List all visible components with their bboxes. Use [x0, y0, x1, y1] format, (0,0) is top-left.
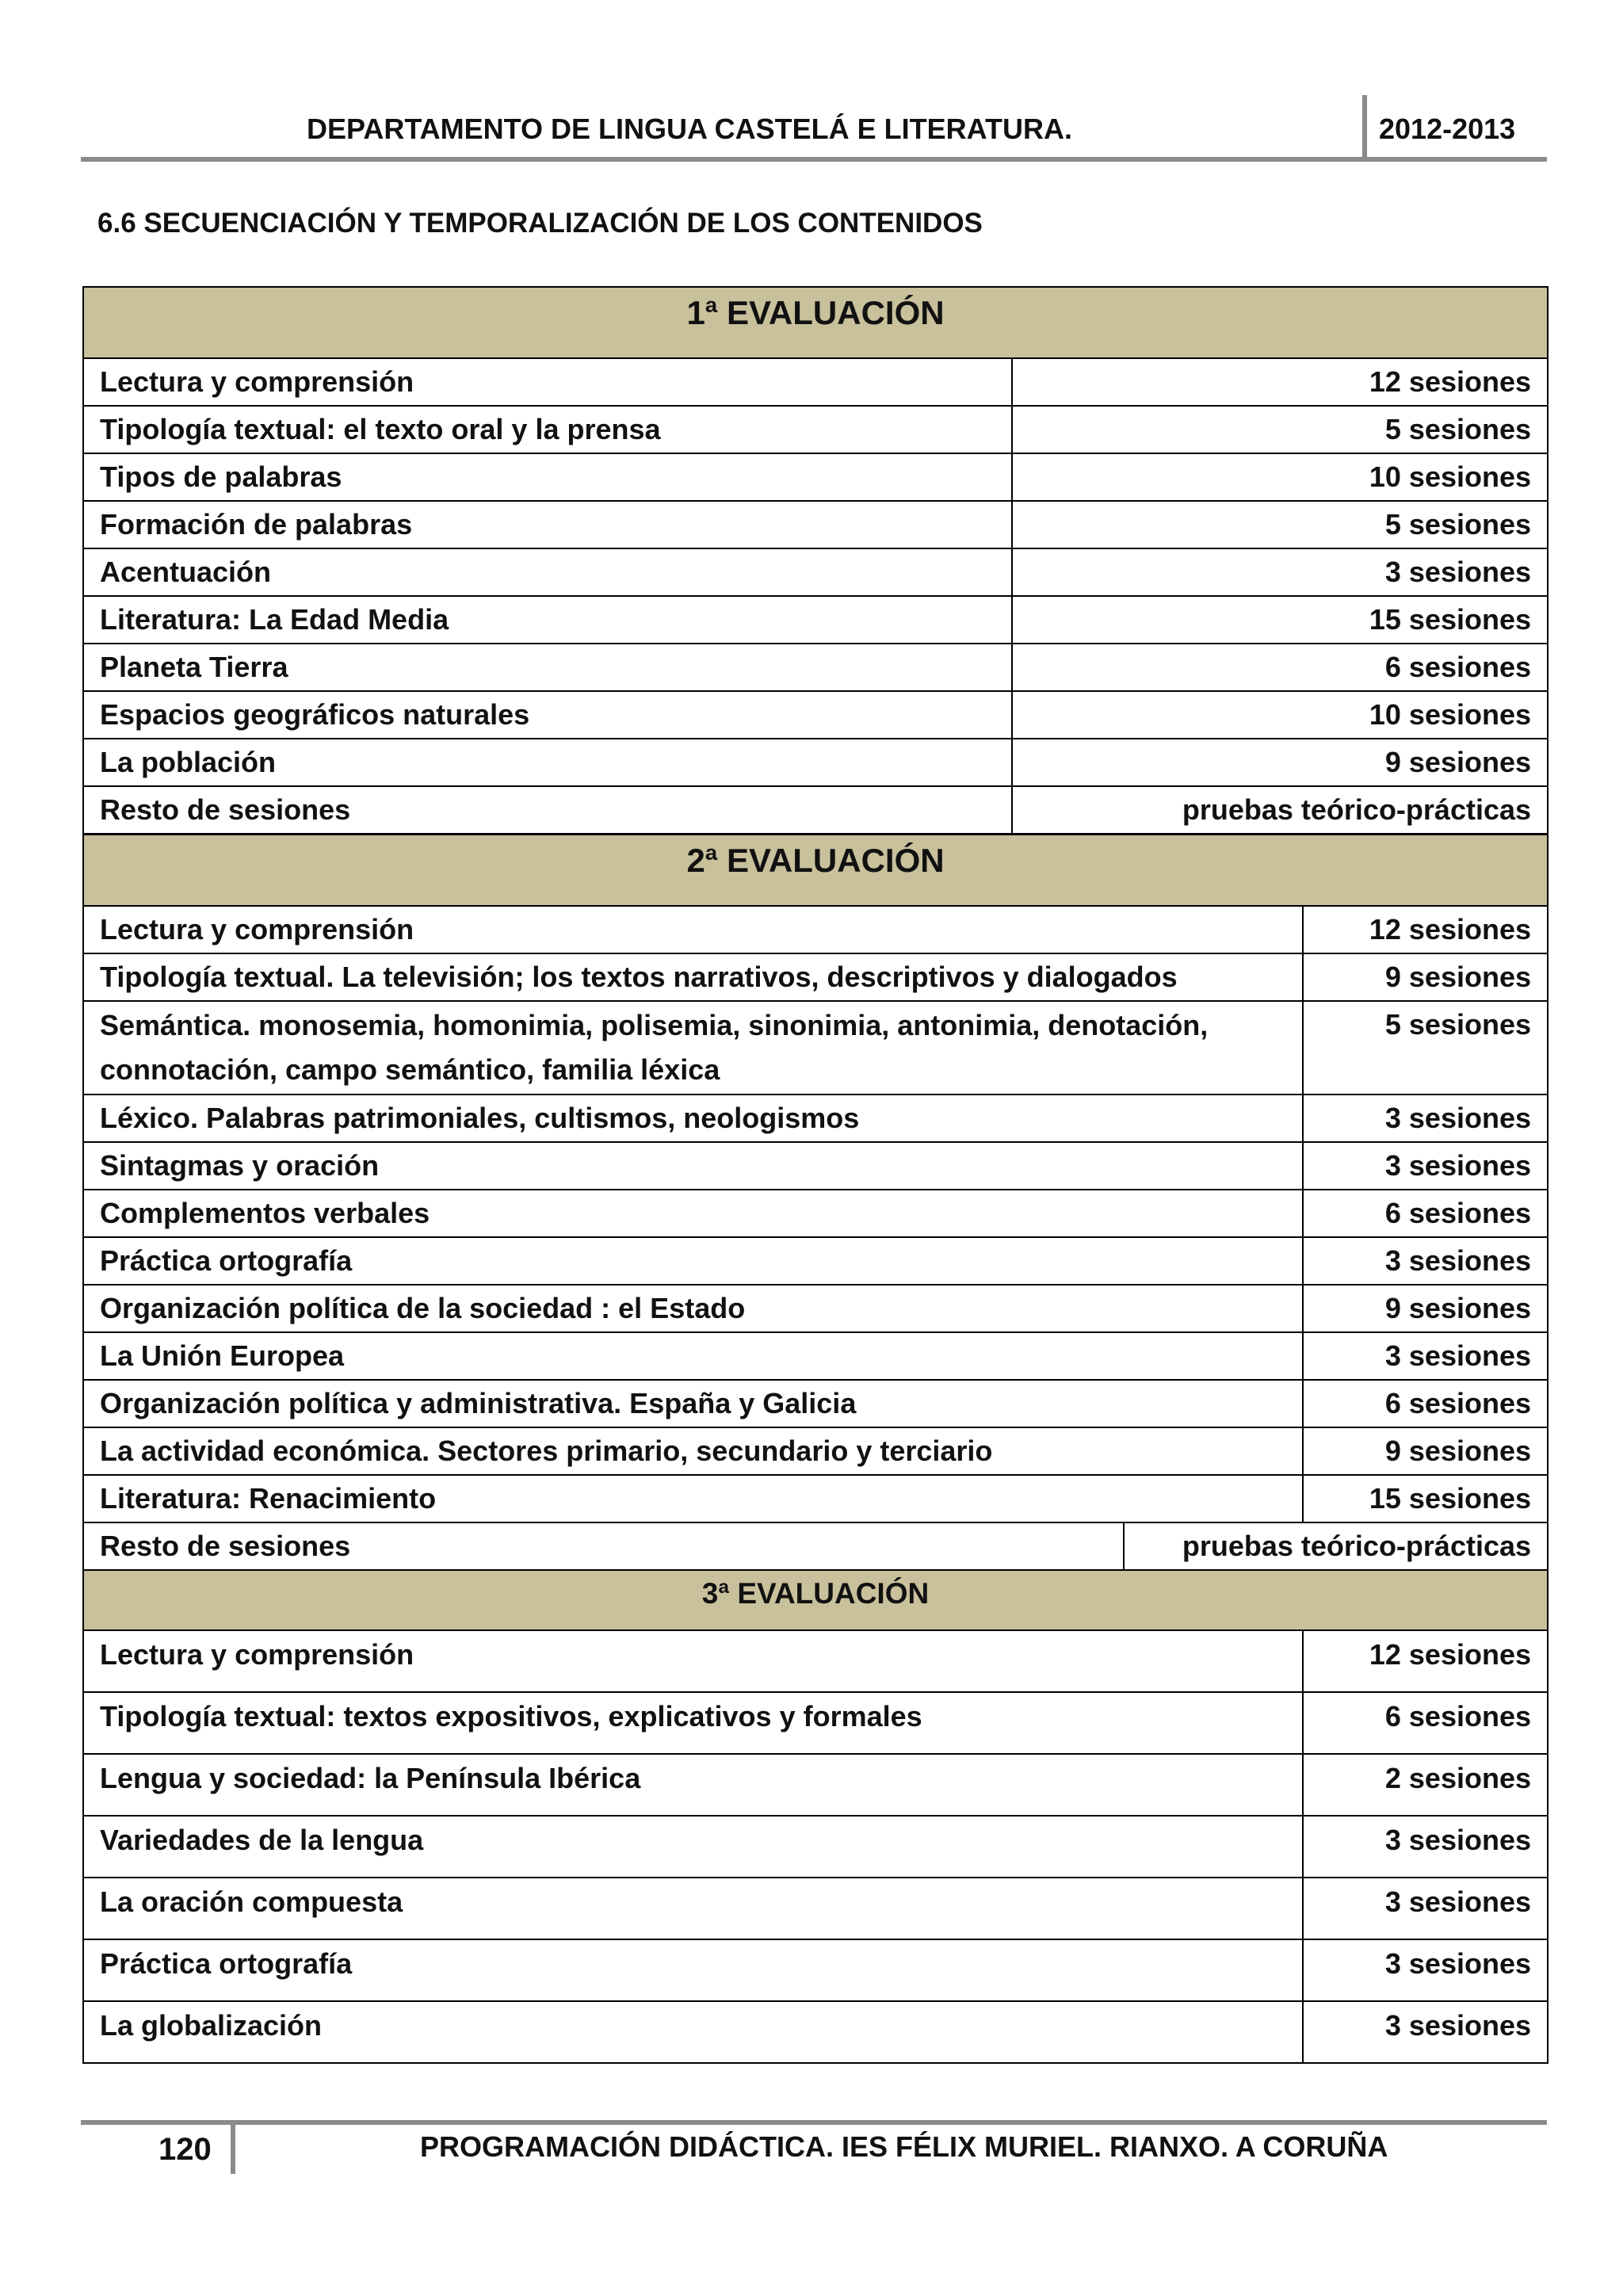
- row-value: 3 sesiones: [1303, 1142, 1548, 1190]
- row-label: La actividad económica. Sectores primario, secundario y terciario: [83, 1427, 1303, 1475]
- row-value: 9 sesiones: [1303, 953, 1548, 1001]
- row-value: 5 sesiones: [1303, 1001, 1548, 1095]
- table-row: [83, 1692, 1548, 1754]
- evaluation-3-table: [82, 1569, 1549, 2064]
- row-value: 10 sesiones: [1012, 691, 1548, 739]
- table-row: [83, 1522, 1548, 1570]
- row-value: 6 sesiones: [1303, 1692, 1548, 1754]
- row-label: Planeta Tierra: [83, 644, 1012, 691]
- table-row: [83, 1095, 1548, 1142]
- row-value: pruebas teórico-prácticas: [1124, 1522, 1548, 1570]
- table-row: [83, 2001, 1548, 2063]
- row-value: 3 sesiones: [1303, 2001, 1548, 2063]
- header-rule: [81, 157, 1547, 162]
- table-row: [83, 953, 1548, 1001]
- table-row: [83, 1237, 1548, 1285]
- row-label: Lectura y comprensión: [83, 1630, 1303, 1692]
- table-row: [83, 786, 1548, 834]
- row-label: Literatura: Renacimiento: [83, 1475, 1303, 1522]
- row-value: 12 sesiones: [1012, 358, 1548, 406]
- row-value: pruebas teórico-prácticas: [1012, 786, 1548, 834]
- row-value: 2 sesiones: [1303, 1754, 1548, 1816]
- table-row: [83, 1332, 1548, 1380]
- evaluation-1-title: 1ª EVALUACIÓN: [83, 287, 1548, 358]
- row-label: Semántica. monosemia, homonimia, polisemia, sinonimia, antonimia, denotación, connotación, campo semántico, familia léxica: [83, 1001, 1303, 1095]
- header-year: 2012-2013: [1379, 113, 1516, 145]
- row-label: Organización política de la sociedad : el Estado: [83, 1285, 1303, 1332]
- table-row: [83, 739, 1548, 786]
- row-label: Lectura y comprensión: [83, 906, 1303, 953]
- evaluation-3-title: 3ª EVALUACIÓN: [83, 1570, 1548, 1630]
- row-label: Tipos de palabras: [83, 453, 1012, 501]
- evaluation-2-table: [82, 834, 1549, 1571]
- row-value: 15 sesiones: [1012, 596, 1548, 644]
- row-label: Literatura: La Edad Media: [83, 596, 1012, 644]
- row-value: 3 sesiones: [1303, 1939, 1548, 2001]
- row-value: 6 sesiones: [1303, 1190, 1548, 1237]
- page-number: 120: [158, 2132, 212, 2167]
- row-value: 3 sesiones: [1303, 1095, 1548, 1142]
- table-row: [83, 644, 1548, 691]
- row-label: Práctica ortografía: [83, 1939, 1303, 2001]
- row-value: 5 sesiones: [1012, 406, 1548, 453]
- row-label: Tipología textual: textos expositivos, explicativos y formales: [83, 1692, 1303, 1754]
- row-value: 5 sesiones: [1012, 501, 1548, 548]
- row-label: Léxico. Palabras patrimoniales, cultismos, neologismos: [83, 1095, 1303, 1142]
- row-label: Complementos verbales: [83, 1190, 1303, 1237]
- table-row: [83, 1190, 1548, 1237]
- evaluation-2-title: 2ª EVALUACIÓN: [83, 835, 1548, 906]
- row-value: 12 sesiones: [1303, 1630, 1548, 1692]
- table-row: [83, 1285, 1548, 1332]
- table-row: [83, 1001, 1548, 1095]
- table-row: [83, 1816, 1548, 1878]
- row-label: La oración compuesta: [83, 1878, 1303, 1939]
- table-row: [83, 548, 1548, 596]
- table-row: [83, 501, 1548, 548]
- row-value: 9 sesiones: [1012, 739, 1548, 786]
- section-title: 6.6 SECUENCIACIÓN Y TEMPORALIZACIÓN DE LOS CONTENIDOS: [97, 208, 983, 239]
- row-label: Lectura y comprensión: [83, 358, 1012, 406]
- table-row: [83, 406, 1548, 453]
- table-row: [83, 906, 1548, 953]
- table-row: [83, 691, 1548, 739]
- table-row: [83, 596, 1548, 644]
- table-row: [83, 1939, 1548, 2001]
- row-label: Tipología textual. La televisión; los textos narrativos, descriptivos y dialogados: [83, 953, 1303, 1001]
- row-label: La Unión Europea: [83, 1332, 1303, 1380]
- table-row: [83, 1427, 1548, 1475]
- row-label: Sintagmas y oración: [83, 1142, 1303, 1190]
- row-value: 3 sesiones: [1303, 1237, 1548, 1285]
- table-row: [83, 1754, 1548, 1816]
- row-value: 9 sesiones: [1303, 1285, 1548, 1332]
- header-title: DEPARTAMENTO DE LINGUA CASTELÁ E LITERATURA.: [307, 113, 1072, 145]
- row-label: Resto de sesiones: [83, 1522, 1124, 1570]
- row-label: Variedades de la lengua: [83, 1816, 1303, 1878]
- row-label: Acentuación: [83, 548, 1012, 596]
- row-label: Formación de palabras: [83, 501, 1012, 548]
- table-row: [83, 1878, 1548, 1939]
- row-value: 3 sesiones: [1303, 1816, 1548, 1878]
- table-row: [83, 1630, 1548, 1692]
- row-label: La población: [83, 739, 1012, 786]
- row-value: 3 sesiones: [1303, 1332, 1548, 1380]
- table-row: [83, 453, 1548, 501]
- evaluation-1-table: [82, 286, 1549, 835]
- row-label: Espacios geográficos naturales: [83, 691, 1012, 739]
- row-value: 6 sesiones: [1303, 1380, 1548, 1427]
- row-value: 3 sesiones: [1012, 548, 1548, 596]
- table-row: [83, 1142, 1548, 1190]
- row-label: Organización política y administrativa. España y Galicia: [83, 1380, 1303, 1427]
- row-label: La globalización: [83, 2001, 1303, 2063]
- footer-text: PROGRAMACIÓN DIDÁCTICA. IES FÉLIX MURIEL. RIANXO. A CORUÑA: [420, 2130, 1388, 2163]
- header-divider: [1362, 95, 1367, 159]
- footer-rule: [81, 2120, 1547, 2125]
- row-value: 15 sesiones: [1303, 1475, 1548, 1522]
- row-value: 12 sesiones: [1303, 906, 1548, 953]
- table-row: [83, 1380, 1548, 1427]
- table-row: [83, 358, 1548, 406]
- row-label: Lengua y sociedad: la Península Ibérica: [83, 1754, 1303, 1816]
- row-value: 9 sesiones: [1303, 1427, 1548, 1475]
- footer-divider: [231, 2123, 235, 2174]
- row-value: 3 sesiones: [1303, 1878, 1548, 1939]
- row-label: Tipología textual: el texto oral y la prensa: [83, 406, 1012, 453]
- table-row: [83, 1475, 1548, 1522]
- row-label: Resto de sesiones: [83, 786, 1012, 834]
- row-label: Práctica ortografía: [83, 1237, 1303, 1285]
- row-value: 10 sesiones: [1012, 453, 1548, 501]
- row-value: 6 sesiones: [1012, 644, 1548, 691]
